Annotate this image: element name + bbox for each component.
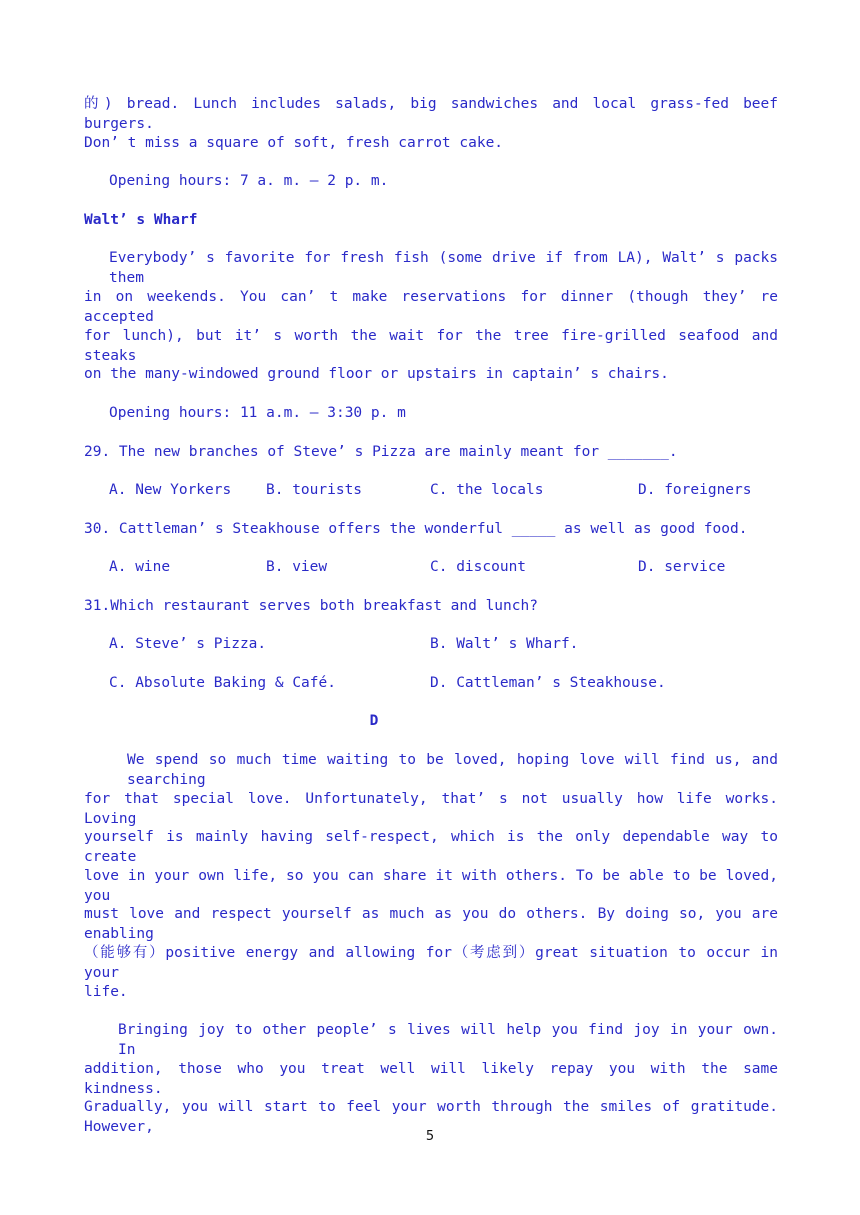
answer-option: A. wine (109, 559, 171, 575)
answer-option: C. the locals (430, 482, 544, 498)
text-line: Don’ t miss a square of soft, fresh carrot cake. (84, 135, 504, 151)
answer-option: C. discount (430, 559, 527, 575)
answer-option: D. service (638, 559, 726, 575)
question-stem: 29. The new branches of Steve’ s Pizza are mainly meant for _______. (84, 444, 678, 460)
paragraph-line: We spend so much time waiting to be loved, hoping love will find us, and searching (127, 752, 778, 788)
paragraph-line: Gradually, you will start to feel your worth through the smiles of gratitude. However, (84, 1099, 778, 1135)
question-stem: 31.Which restaurant serves both breakfast and lunch? (84, 598, 538, 614)
answer-option: B. Walt’ s Wharf. (430, 636, 579, 652)
answer-option: A. New Yorkers (109, 482, 232, 498)
paragraph-line: must love and respect yourself as much as you do others. By doing so, you are enabling (84, 906, 778, 942)
text-line: 的) bread. Lunch includes salads, big sandwiches and local grass-fed beef burgers. (84, 96, 778, 132)
paragraph-line: addition, those who you treat well will likely repay you with the same kindness. (84, 1061, 778, 1097)
text-line: in on weekends. You can’ t make reservations for dinner (though they’ re accepted (84, 289, 778, 325)
paragraph-line: Bringing joy to other people’ s lives will help you find joy in your own. In (118, 1022, 778, 1058)
passage-label: D (369, 713, 379, 729)
text-line: Everybody’ s favorite for fresh fish (some drive if from LA), Walt’ s packs them (109, 250, 778, 286)
section-heading: Walt’ s Wharf (84, 212, 198, 228)
answer-option: C. Absolute Baking & Café. (109, 675, 336, 691)
paragraph-line: life. (84, 984, 128, 1000)
answer-option: A. Steve’ s Pizza. (109, 636, 267, 652)
paragraph-line: love in your own life, so you can share it with others. To be able to be loved, you (84, 868, 778, 904)
page-number: 5 (425, 1129, 435, 1144)
text-line: for lunch), but it’ s worth the wait for the tree fire-grilled seafood and steaks (84, 328, 778, 364)
paragraph-line: for that special love. Unfortunately, that’ s not usually how life works. Loving (84, 791, 778, 827)
text-line: on the many-windowed ground floor or upstairs in captain’ s chairs. (84, 366, 669, 382)
answer-option: D. foreigners (638, 482, 752, 498)
answer-option: B. tourists (266, 482, 363, 498)
paragraph-line: yourself is mainly having self-respect, which is the only dependable way to create (84, 829, 778, 865)
opening-hours: Opening hours: 11 a.m. – 3:30 p. m (109, 405, 406, 421)
opening-hours: Opening hours: 7 a. m. – 2 p. m. (109, 173, 389, 189)
question-stem: 30. Cattleman’ s Steakhouse offers the wonderful _____ as well as good food. (84, 521, 748, 537)
answer-option: D. Cattleman’ s Steakhouse. (430, 675, 666, 691)
answer-option: B. view (266, 559, 328, 575)
paragraph-line: （能够有）positive energy and allowing for（考虑到）great situation to occur in your (84, 945, 778, 981)
